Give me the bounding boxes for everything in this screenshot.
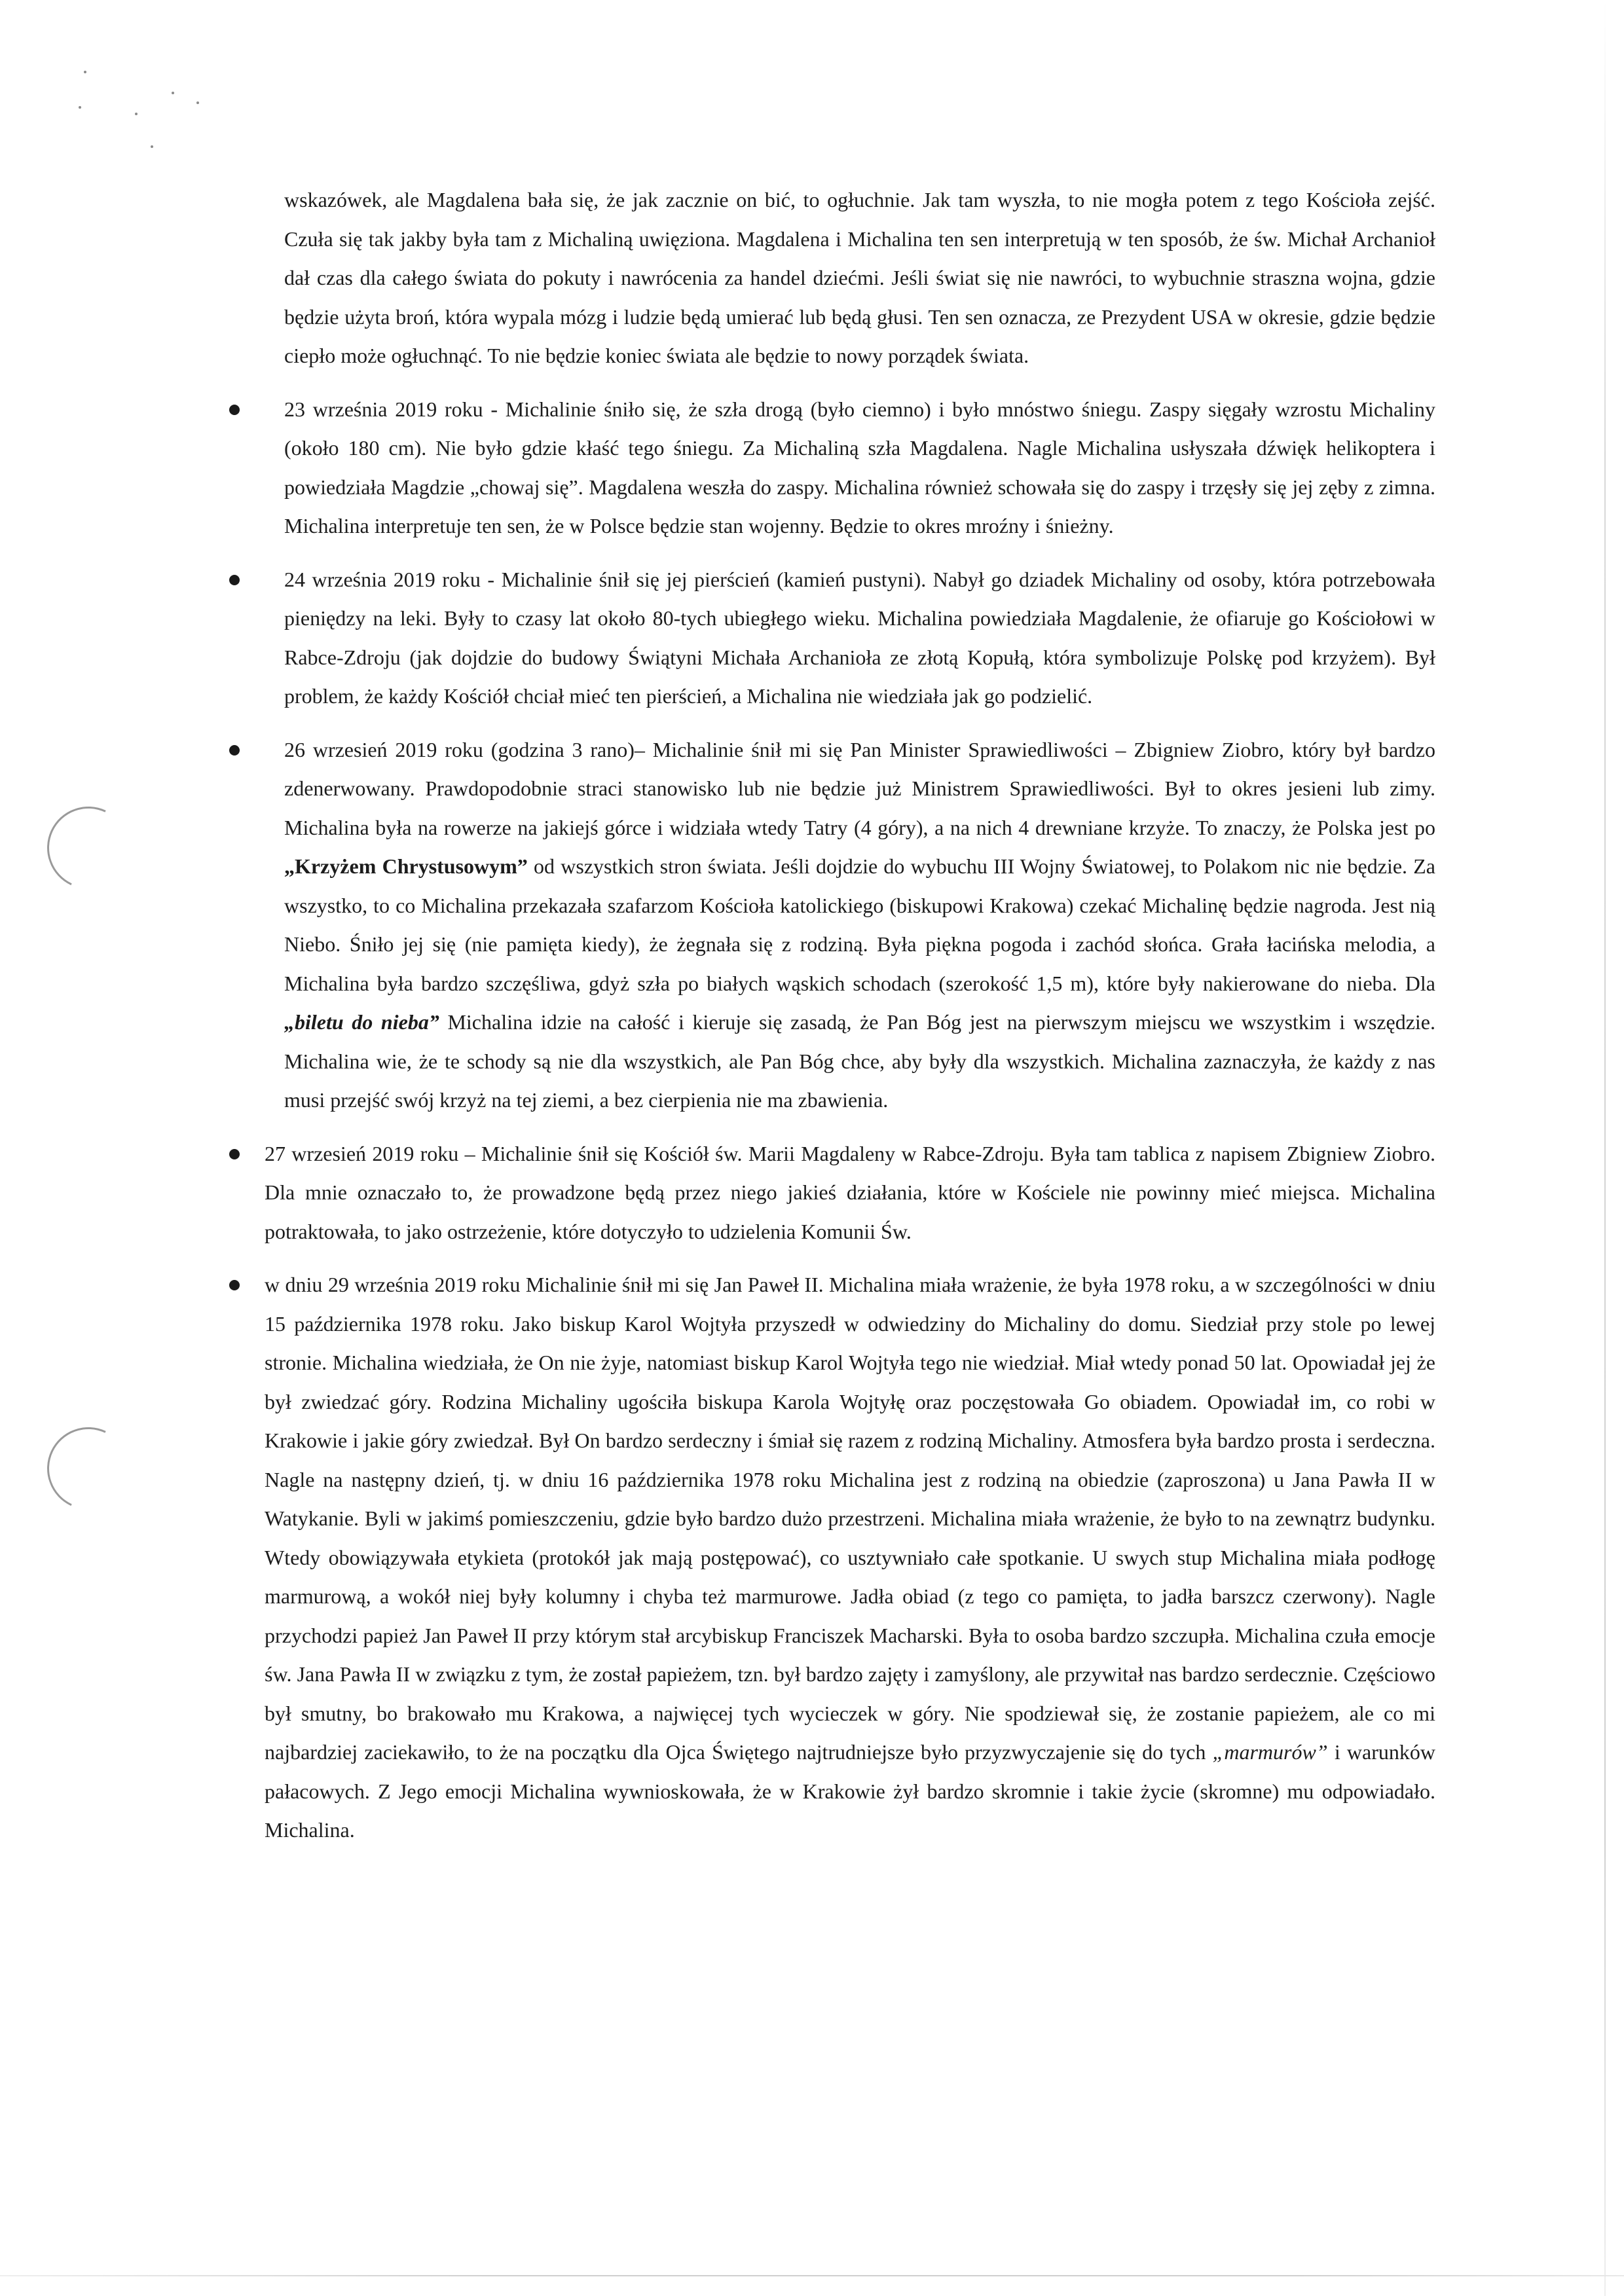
scan-speck	[79, 106, 81, 109]
list-item	[284, 390, 1435, 546]
punch-hole-mark	[35, 1415, 141, 1521]
document-body	[257, 181, 1435, 1865]
emphasis-bold: „Krzyżem Chrystusowym”	[284, 854, 528, 878]
emphasis-italic: „marmurów”	[1212, 1740, 1328, 1764]
list-item	[284, 731, 1435, 1120]
entry-text: 24 września 2019 roku - Michalinie śnił się jej pierścień (kamień pustyni). Nabył go dziadek Michaliny od osoby, która potrzebowała pieniędzy na leki. Były to czasy lat około 80-tych ubiegłego wieku. Michalina powiedziała Magdalenie, że ofiaruje go Kościołowi w Rabce-Zdroju (jak dojdzie do budowy Świątyni Michała Archanioła ze złotą Kopułą, która symbolizuje Polskę pod krzyżem). Był problem, że każdy Kościół chciał mieć ten pierścień, a Michalina nie wiedziała jak go podzielić.	[284, 567, 1435, 708]
scan-speck	[135, 113, 138, 115]
bullet-icon	[229, 1149, 240, 1159]
entry-text-part: w dniu 29 września 2019 roku Michalinie śnił mi się Jan Paweł II. Michalina miała wrażenie, że była 1978 roku, a w szczególności w dniu 15 października 1978 roku. Jako biskup Karol Wojtyła przyszedł w odwiedziny do Michaliny do domu. Siedział przy stole po lewej stronie. Michalina wiedziała, że On nie żyje, natomiast biskup Karol Wojtyła tego nie wiedział. Miał wtedy ponad 50 lat. Opowiadał jej że był zwiedzać góry. Rodzina Michaliny ugościła biskupa Karola Wojtyłę oraz poczęstowała Go obiadem. Opowiadał im, co robi w Krakowie i jakie góry zwiedzał. Był On bardzo serdeczny i śmiał się razem z rodziną Michaliny. Atmosfera była bardzo prosta i serdeczna. Nagle na następny dzień, tj. w dniu 16 października 1978 roku Michalina jest z rodziną na obiedzie (zaproszona) u Jana Pawła II w Watykanie. Byli w jakimś pomieszczeniu, gdzie było bardzo dużo przestrzeni. Michalina miała wrażenie, że było to na zewnątrz budynku. Wtedy obowiązywała etykieta (protokół jak mają postępować), co usztywniało całe spotkanie. U swych stup Michalina miała podłogę marmurową, a wokół niej były kolumny i chyba też marmurowe. Jadła obiad (z tego co pamięta, to jadła barszcz czerwony). Nagle przychodzi papież Jan Paweł II przy którym stał arcybiskup Franciszek Macharski. Była to osoba bardzo szczupła. Michalina czuła emocje św. Jana Pawła II w związku z tym, że został papieżem, tzn. był bardzo zajęty i zamyślony, ale przywitał nas bardzo serdecznie. Częściowo był smutny, bo brakowało mu Krakowa, a najwięcej tych wycieczek w góry. Nie spodziewał się, że zostanie papieżem, ale co mi najbardziej zaciekawiło, to że na początku dla Ojca Świętego najtrudniejsze było przyzwyczajenie się do tych	[265, 1273, 1435, 1764]
scan-speck	[172, 92, 174, 94]
entry-text: 27 wrzesień 2019 roku – Michalinie śnił się Kościół św. Marii Magdaleny w Rabce-Zdroju. Była tam tablica z napisem Zbigniew Ziobro. Dla mnie oznaczało to, że prowadzone będą przez niego jakieś działania, które w Kościele nie powinny mieć miejsca. Michalina potraktowała, to jako ostrzeżenie, które dotyczyło to udzielenia Komunii Św.	[265, 1141, 1435, 1243]
scan-speck	[151, 145, 153, 148]
entry-text: 23 września 2019 roku - Michalinie śniło się, że szła drogą (było ciemno) i było mnóstwo śniegu. Zaspy sięgały wzrostu Michaliny (około 180 cm). Nie było gdzie kłaść tego śniegu. Za Michaliną szła Magdalena. Nagle Michalina usłyszała dźwięk helikoptera i powiedziała Magdzie „chowaj się”. Magdalena weszła do zaspy. Michalina również schowała się do zaspy i trzęsły się jej zęby z zimna. Michalina interpretuje ten sen, że w Polsce będzie stan wojenny. Będzie to okres mroźny i śnieżny.	[284, 397, 1435, 538]
entry-text-part: Michalina idzie na całość i kieruje się zasadą, że Pan Bóg jest na pierwszym miejscu we wszystkim i wszędzie. Michalina wie, że te schody są nie dla wszystkich, ale Pan Bóg chce, aby były dla wszystkich. Michalina zaznaczyła, że każdy z nas musi przejść swój krzyż na tej ziemi, a bez cierpienia nie ma zbawienia.	[284, 1010, 1435, 1112]
bullet-icon	[229, 575, 240, 585]
emphasis-bold-italic: „biletu do nieba”	[284, 1010, 439, 1034]
bullet-icon	[229, 1280, 240, 1290]
list-item	[284, 560, 1435, 716]
punch-hole-mark	[35, 795, 141, 900]
scan-edge-right	[1604, 0, 1606, 2296]
scan-speck	[196, 101, 199, 104]
list-item	[265, 1135, 1435, 1252]
bullet-icon	[229, 745, 240, 756]
scan-speck	[84, 71, 86, 73]
list-item	[265, 1266, 1435, 1850]
entry-text-part: 26 wrzesień 2019 roku (godzina 3 rano)– Michalinie śnił mi się Pan Minister Sprawiedliwości – Zbigniew Ziobro, który był bardzo zdenerwowany. Prawdopodobnie straci stanowisko lub nie będzie już Ministrem Sprawiedliwości. Był to okres jesieni lub zimy. Michalina była na rowerze na jakiejś górce i widziała wtedy Tatry (4 góry), a na nich 4 drewniane krzyże. To znaczy, że Polska jest po	[284, 737, 1435, 839]
intro-paragraph: wskazówek, ale Magdalena bała się, że jak zacznie on bić, to ogłuchnie. Jak tam wyszła, to nie mogła potem z tego Kościoła zejść. Czuła się tak jakby była tam z Michaliną uwięziona. Magdalena i Michalina ten sen interpretują w ten sposób, że św. Michał Archanioł dał czas dla całego świata do pokuty i nawrócenia za handel dziećmi. Jeśli świat się nie nawróci, to wybuchnie straszna wojna, gdzie będzie użyta broń, która wypala mózg i ludzie będą umierać lub będą głusi. Ten sen oznacza, ze Prezydent USA w okresie, gdzie będzie ciepło może ogłuchnąć. To nie będzie koniec świata ale będzie to nowy porządek świata.	[284, 188, 1435, 367]
scan-edge-bottom	[0, 2275, 1624, 2276]
entry-text-part: i warunków pałacowych. Z Jego emocji Michalina wywnioskowała, że w Krakowie żył bardzo skromnie i takie życie (skromne) mu odpowiadało. Michalina.	[265, 1740, 1435, 1842]
bullet-icon	[229, 405, 240, 415]
entry-text-part: od wszystkich stron świata. Jeśli dojdzie do wybuchu III Wojny Światowej, to Polakom nic nie będzie. Za wszystko, to co Michalina przekazała szafarzom Kościoła katolickiego (biskupowi Krakowa) czekać Michalinę będzie nagroda. Jest nią Niebo. Śniło jej się (nie pamięta kiedy), że żegnała się z rodziną. Była piękna pogoda i zachód słońca. Grała łacińska melodia, a Michalina była bardzo szczęśliwa, gdyż szła po białych wąskich schodach (szerokość 1,5 m), które były nakierowane do nieba. Dla	[284, 854, 1435, 995]
